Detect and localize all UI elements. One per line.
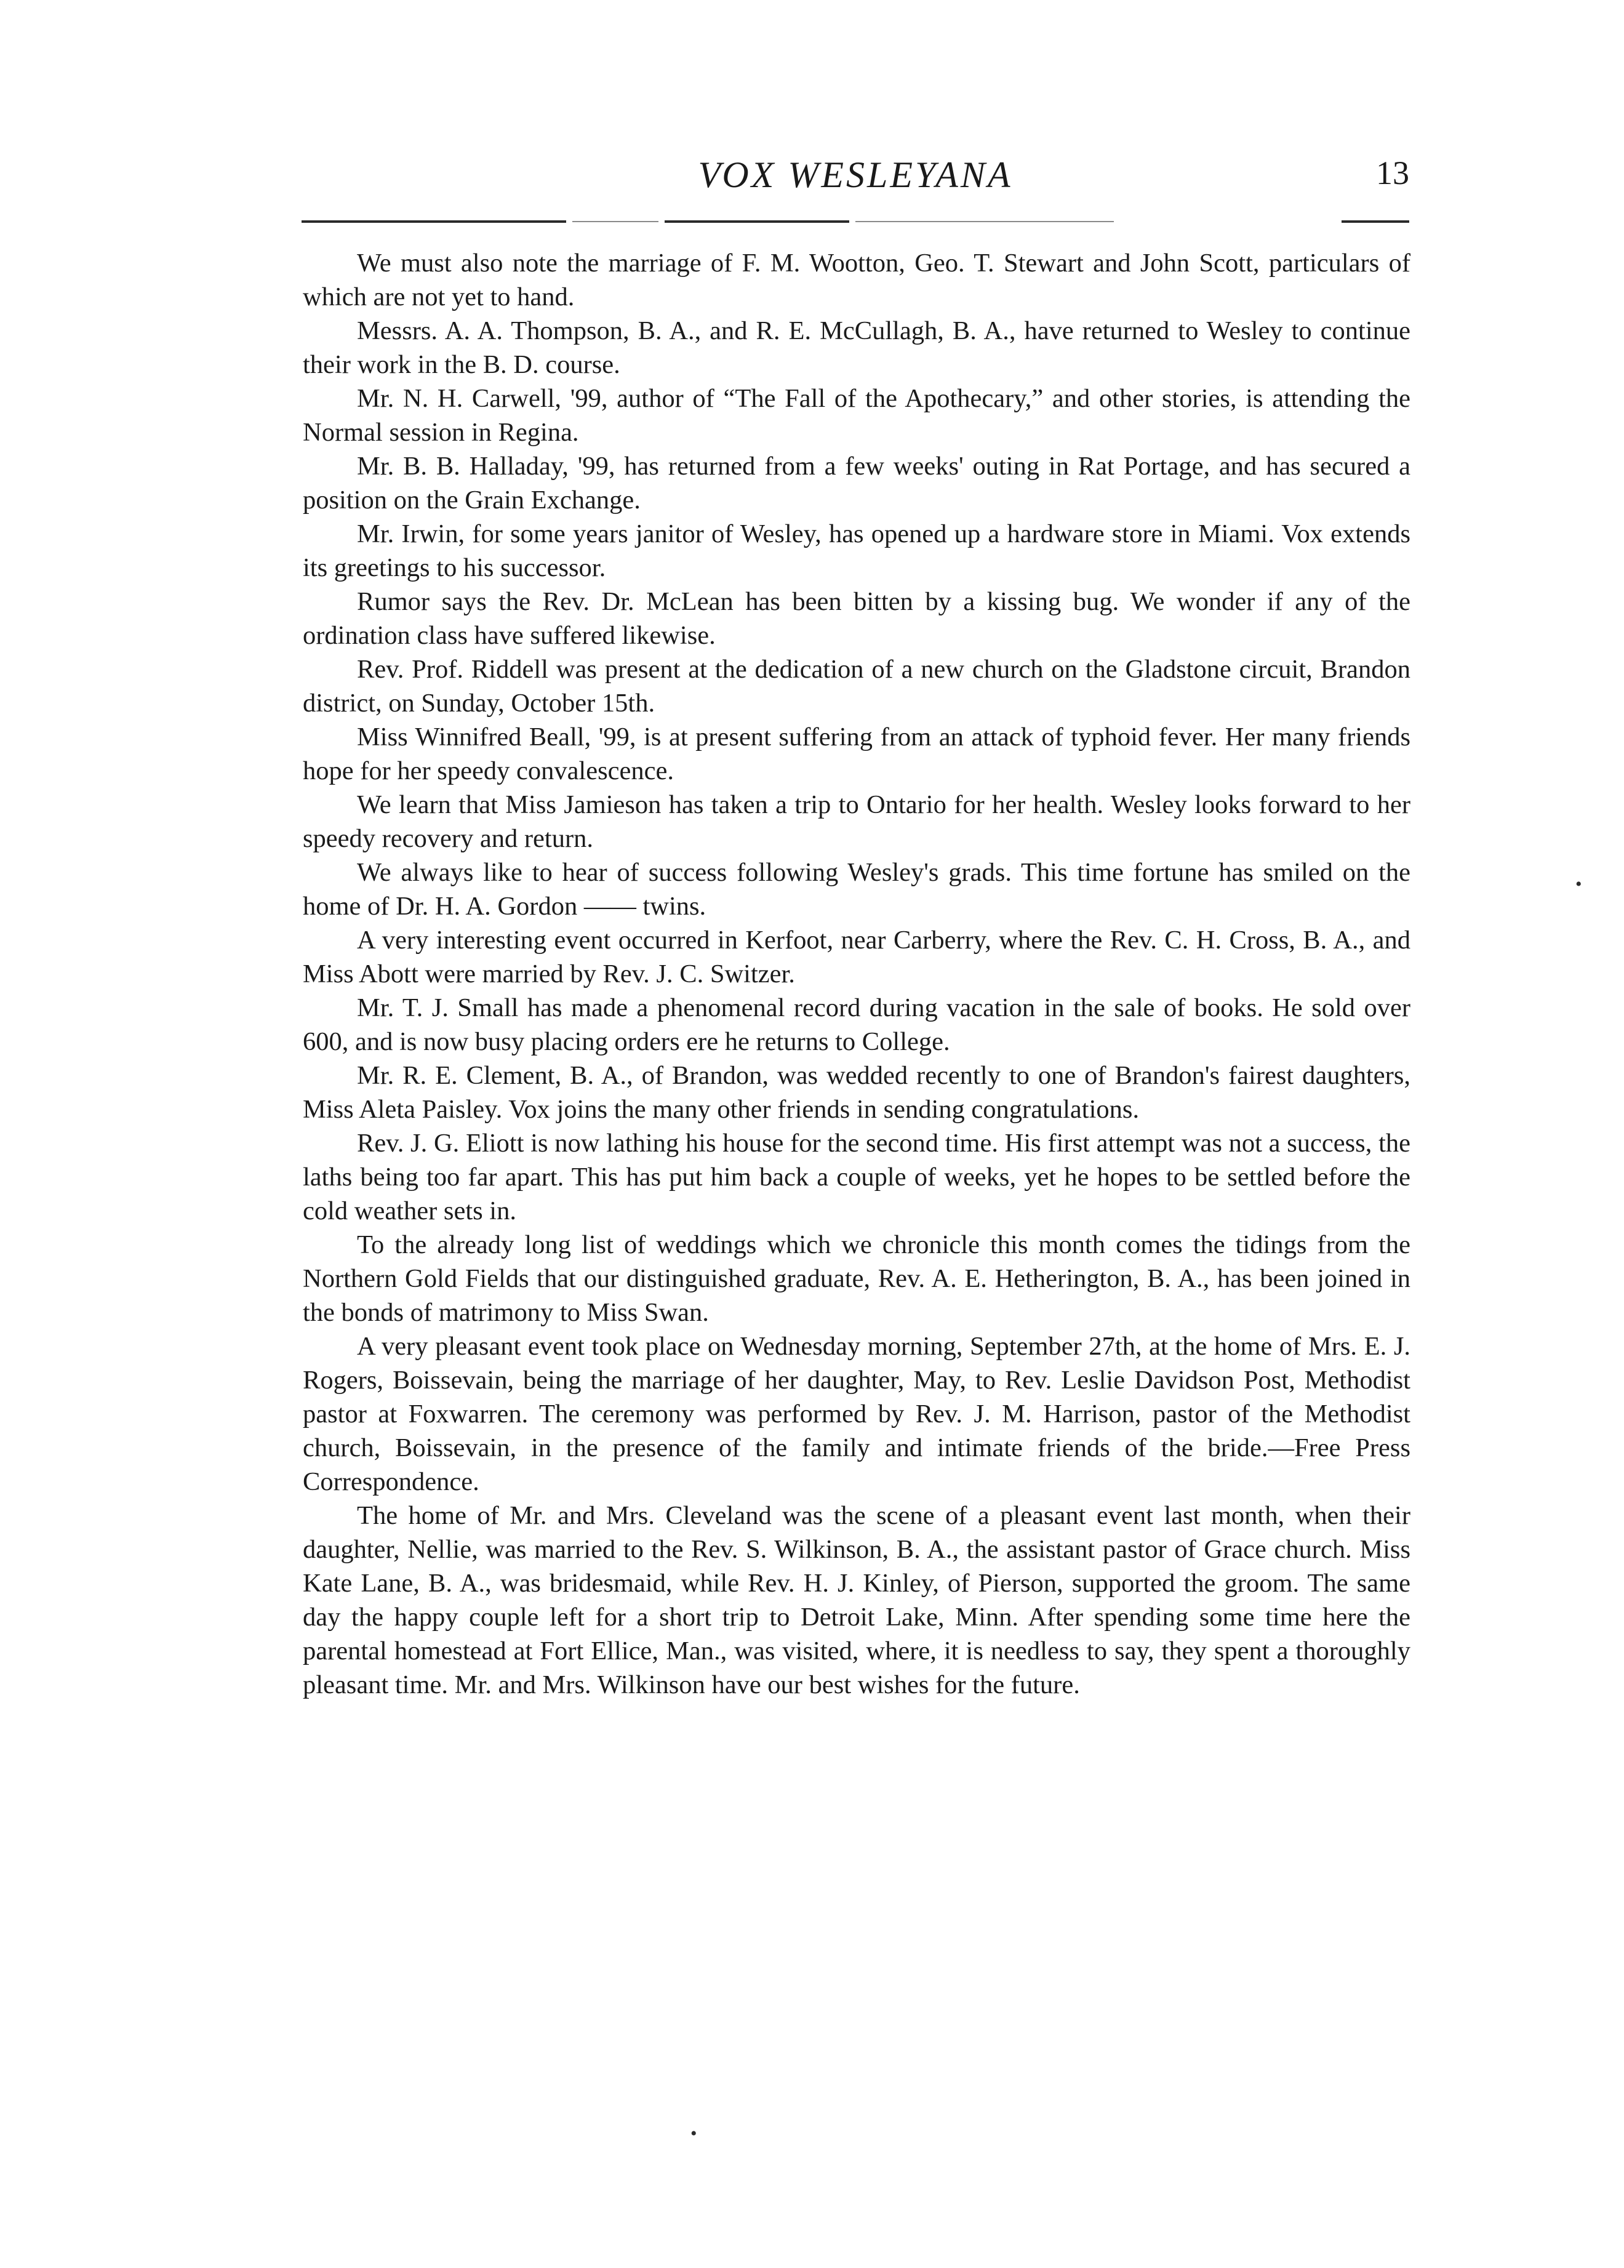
news-item-post-rogers: A very pleasant event took place on Wednesday morning, September 27th, at the home of Mrs. E. J. Rogers, Boissevain, being the marriage of her daughter, May, to Rev. Leslie Davidson Post, Methodist pastor at Foxwarren. The ceremony was performed by Rev. J. M. Harrison, pastor of the Methodist church, Boissevain, in the presence of the family and intimate friends of the bride.—Free Press Correspondence. <box>303 1332 1410 1496</box>
news-item-eliott: Rev. J. G. Eliott is now lathing his house for the second time. His first attempt was not a success, the laths being too far apart. This has put him back a couple of weeks, yet he hopes to be settled before the cold weather sets in. <box>303 1129 1410 1225</box>
news-item-cross-abott: A very interesting event occurred in Kerfoot, near Carberry, where the Rev. C. H. Cross, B. A., and Miss Abott were married by Rev. J. C. Switzer. <box>303 926 1410 988</box>
header-rule <box>1342 220 1409 223</box>
news-item-hetherington: To the already long list of weddings which we chronicle this month comes the tidings from the Northern Gold Fields that our distinguished graduate, Rev. A. E. Hetherington, B. A., has been joined in the bonds of matrimony to Miss Swan. <box>303 1230 1410 1327</box>
news-item-jamieson: We learn that Miss Jamieson has taken a trip to Ontario for her health. Wesley looks forward to her speedy recovery and return. <box>303 790 1410 853</box>
news-item-wilkinson-cleveland: The home of Mr. and Mrs. Cleveland was the scene of a pleasant event last month, when their daughter, Nellie, was married to the Rev. S. Wilkinson, B. A., the assistant pastor of Grace church. Miss Kate Lane, B. A., was bridesmaid, while Rev. H. J. Kinley, of Pierson, supported the groom. The same day the happy couple left for a short trip to Detroit Lake, Minn. After spending some time here the parental homestead at Fort Ellice, Man., was visited, where, it is needless to say, they spent a thoroughly pleasant time. Mr. and Mrs. Wilkinson have our best wishes for the future. <box>303 1501 1410 1699</box>
news-item-beall: Miss Winnifred Beall, '99, is at present suffering from an attack of typhoid fever. Her many friends hope for her speedy convalescence. <box>303 723 1410 785</box>
news-column <box>303 246 1410 1702</box>
header-rule-faint <box>572 221 658 222</box>
news-item-gordon: We always like to hear of success following Wesley's grads. This time fortune has smiled on the home of Dr. H. A. Gordon —— twins. <box>303 858 1410 921</box>
running-header <box>302 148 1409 209</box>
news-item-thompson-mccullagh: Messrs. A. A. Thompson, B. A., and R. E. McCullagh, B. A., have returned to Wesley to continue their work in the B. D. course. <box>303 316 1410 379</box>
news-item-irwin: Mr. Irwin, for some years janitor of Wesley, has opened up a hardware store in Miami. Vox extends its greetings to his successor. <box>303 519 1410 582</box>
news-item-halladay: Mr. B. B. Halladay, '99, has returned from a few weeks' outing in Rat Portage, and has secured a position on the Grain Exchange. <box>303 452 1410 515</box>
page-number: 13 <box>1376 154 1409 191</box>
news-item-small: Mr. T. J. Small has made a phenomenal record during vacation in the sale of books. He sold over 600, and is now busy placing orders ere he returns to College. <box>303 993 1410 1056</box>
news-item-clement: Mr. R. E. Clement, B. A., of Brandon, was wedded recently to one of Brandon's fairest daughters, Miss Aleta Paisley. Vox joins the many other friends in sending congratulations. <box>303 1061 1410 1124</box>
stray-ink-mark: • <box>690 2123 697 2144</box>
journal-title: VOX WESLEYANA <box>698 154 1013 195</box>
news-item-marriages: We must also note the marriage of F. M. Wootton, Geo. T. Stewart and John Scott, particulars of which are not yet to hand. <box>303 249 1410 311</box>
header-rule <box>665 220 849 223</box>
news-item-mclean: Rumor says the Rev. Dr. McLean has been bitten by a kissing bug. We wonder if any of the ordination class have suffered likewise. <box>303 587 1410 650</box>
news-item-carwell: Mr. N. H. Carwell, '99, author of “The Fall of the Apothecary,” and other stories, is attending the Normal session in Regina. <box>303 384 1410 447</box>
news-item-riddell: Rev. Prof. Riddell was present at the dedication of a new church on the Gladstone circuit, Brandon district, on Sunday, October 15th. <box>303 655 1410 718</box>
stray-ink-mark: • <box>1575 874 1582 894</box>
header-rule <box>302 220 566 223</box>
header-rule-faint <box>855 221 1114 222</box>
